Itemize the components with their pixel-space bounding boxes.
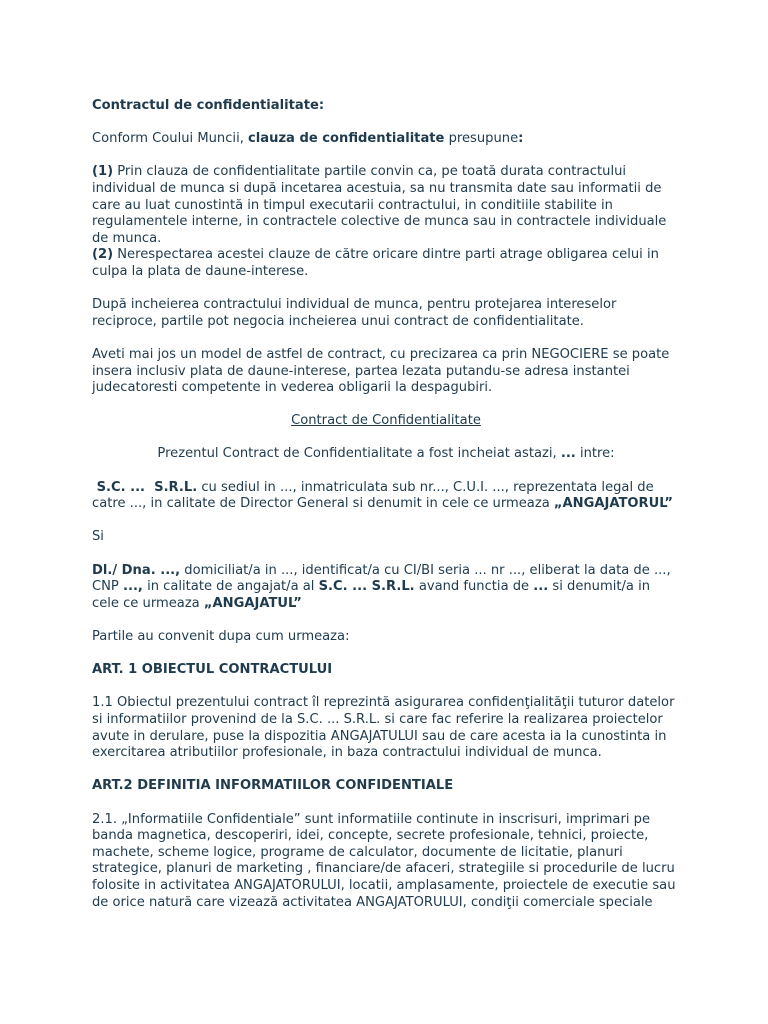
spacer [92, 281, 680, 298]
conform-bold: clauza de confidentialitate [248, 131, 445, 147]
employee-name: Dl./ Dna. ..., [92, 562, 181, 578]
spacer [92, 795, 680, 812]
prezentul-text: Prezentul Contract de Confidentialitate a fost incheiat astazi, [157, 446, 561, 462]
employer-company: S.C. ... S.R.L. [92, 479, 198, 495]
spacer [92, 762, 680, 779]
employee-details: domiciliat/a in ..., identificat/a cu CI/BI seria ... nr ..., eliberat la data de ..., CNP [92, 562, 671, 595]
spacer [92, 546, 680, 563]
employee-cnp: ..., [123, 579, 143, 595]
art2-heading: ART.2 DEFINITIA INFORMATIILOR CONFIDENTIALE [92, 778, 454, 794]
conform-text-end: presupune [444, 131, 519, 147]
clause-1-label: (1) [92, 164, 114, 180]
partile-paragraph: Partile au convenit dupa cum urmeaza: [92, 629, 350, 644]
conform-text: Conform Coului Muncii, [92, 131, 249, 147]
spacer [92, 679, 680, 696]
conform-colon: : [518, 131, 524, 147]
spacer [92, 330, 680, 347]
art1-heading: ART. 1 OBIECTUL CONTRACTULUI [92, 662, 333, 678]
employee-text-3: si denumit/a in cele ce urmeaza [92, 579, 651, 611]
spacer [92, 513, 680, 530]
clause-2-text: Nerespectarea acestei clauze de către oricare dintre parti atrage obligarea celui in culpa la plata de daune-interese. [92, 247, 659, 279]
clause-1-text: Prin clauza de confidentialitate partile convin ca, pe toată durata contractului individual de munca si după incetarea acestuia, sa nu transmita date sau informatii de care au luat cunostintă in timpul executarii contractului, in conditiile stabilite in regulamentele interne, in contractele colective de munca sau in contractele individuale de munca. [92, 164, 667, 246]
employer-designation: „ANGAJATORUL” [553, 496, 674, 512]
employer-details: cu sediul in ..., inmatriculata sub nr..., C.U.I. ..., reprezentata legal de catre ..., in calitate de Director General si denumit in cele ce urmeaza [92, 479, 658, 512]
intro-heading: Contractul de confidentialitate: [92, 98, 325, 113]
spacer [92, 397, 680, 414]
si-text: Si [92, 529, 104, 545]
prezentul-paragraph [92, 446, 680, 463]
art2-text: 2.1. „Informatiile Confidentiale” sunt informatiile continute in inscrisuri, imprimari pe banda magnetica, descoperiri, idei, concepte, secrete profesionale, tehnici, proiecte, machete, scheme logice, programe de calculator, documente de licitatie, planuri strategice, planuri de marketing , financiare/de afaceri, strategiile si procedurile de lucru folosite in activitatea ANGAJATORULUI, locatii, amplasamente, proiectele de executie sau de orice natură care vizează activitatea ANGAJATORULUI, condiţii comerciale speciale [92, 811, 676, 910]
contract-title: Contract de Confidentialitate [291, 413, 481, 429]
employee-designation: „ANGAJATUL” [203, 595, 302, 611]
employee-company: S.C. ... S.R.L. [318, 579, 415, 595]
employee-text-2: avand functia de [414, 579, 534, 595]
clause-2-label: (2) [92, 247, 114, 263]
clause-2-paragraph [92, 247, 680, 280]
spacer [92, 646, 680, 663]
employer-paragraph [92, 480, 680, 513]
employee-paragraph [92, 563, 680, 613]
employee-text: in calitate de angajat/a al [142, 579, 319, 595]
model-paragraph: Aveti mai jos un model de astfel de contract, cu precizarea ca prin NEGOCIERE se poate insera inclusiv plata de daune-interese, partea lezata putandu-se adresa instantei judecatoresti competente in vederea obligarii la despagubiri. [92, 346, 670, 396]
after-contract-paragraph: După incheierea contractului individual de munca, pentru protejarea intereselor reciproce, partile pot negocia incheierea unui contract de confidentialitate. [92, 297, 617, 329]
spacer [92, 612, 680, 629]
art1-text: 1.1 Obiectul prezentului contract îl reprezintă asigurarea confidenţialităţii tuturor datelor si informatiilor provenind de la S.C. ... S.R.L. si care fac referire la realizarea proiectelor avute in derulare, puse la dispozitia ANGAJATULUI sau de care acesta ia la cunostinta in exercitarea atributiilor profesionale, in baza contractului individual de munca. [92, 695, 675, 761]
prezentul-text-end: intre: [575, 446, 615, 462]
spacer [92, 463, 680, 480]
spacer [92, 148, 680, 165]
spacer [92, 115, 680, 132]
spacer [92, 430, 680, 447]
employee-function: ... [533, 579, 549, 595]
clause-1-paragraph [92, 164, 680, 247]
conform-paragraph [92, 131, 680, 148]
prezentul-date: ... [560, 446, 576, 462]
